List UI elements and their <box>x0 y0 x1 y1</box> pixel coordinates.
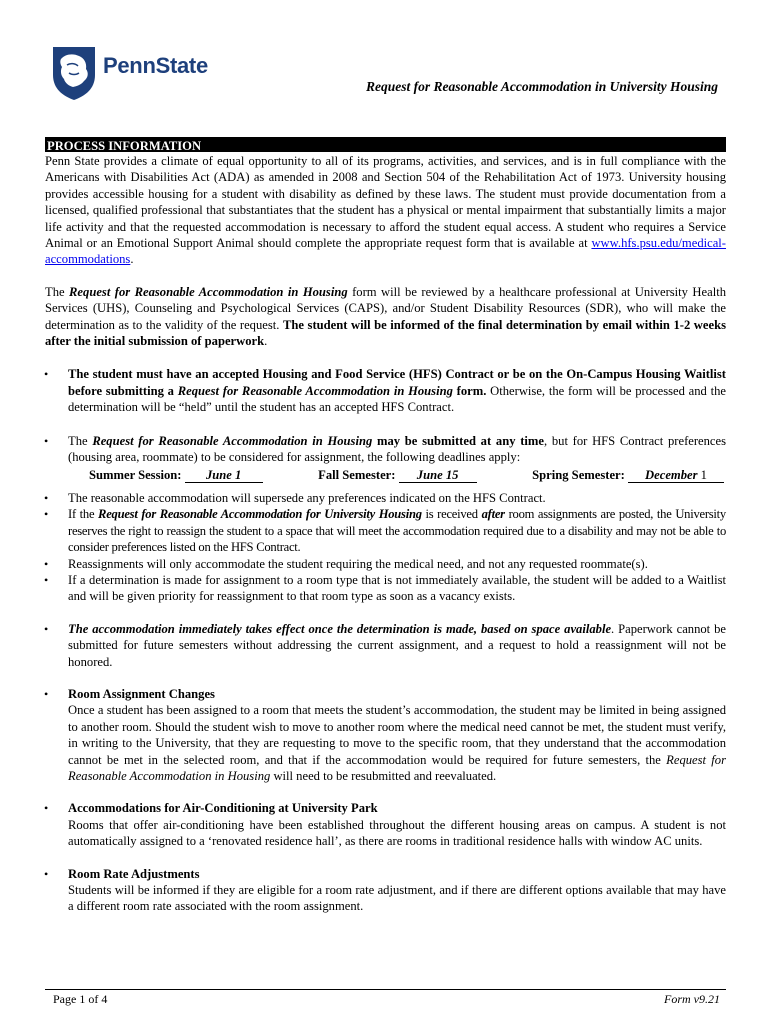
list-item: • Reassignments will only accommodate the student requiring the medical need, and not any requested roommate(s). <box>45 556 726 572</box>
room-assignment-heading: Room Assignment Changes <box>68 686 215 701</box>
room-assignment-bullet-list <box>45 686 726 784</box>
list-item: • Room Rate Adjustments Students will be informed if they are eligible for a room rate adjustment, and if there are different options available that may have a different room rate associated with the room assignment. <box>45 866 726 915</box>
document-body <box>45 153 726 915</box>
list-item: • If a determination is made for assignment to a room type that is not immediately available, the student will be added to a Waitlist and will be given priority for reassignment to that room type as soon as a vacancy exists. <box>45 572 726 605</box>
deadline-bullet-list <box>45 433 726 466</box>
document-title: Request for Reasonable Accommodation in University Housing <box>365 79 718 94</box>
page-number: Page 1 of 4 <box>53 992 108 1006</box>
footer-divider <box>45 989 726 990</box>
section-header-bar <box>45 137 726 152</box>
air-conditioning-heading: Accommodations for Air-Conditioning at University Park <box>68 801 378 816</box>
spring-deadline: Spring Semester: December 1 <box>532 467 724 483</box>
nittany-lion-shield-icon <box>51 45 97 101</box>
fall-deadline-value: June 15 <box>399 468 477 483</box>
room-rate-bullet-list <box>45 866 726 915</box>
list-item: • Accommodations for Air-Conditioning at University Park Rooms that offer air-conditioning have been established throughout the different housing areas on campus. A student is not automatically assigned to a ‘renovated residence hall’, as there are rooms in traditional residence halls with window AC units. <box>45 800 726 849</box>
reassignment-bullet-list <box>45 490 726 605</box>
medical-accommodations-link[interactable]: www.hfs.psu.edu/medical-accommodations <box>45 236 726 267</box>
intro-paragraph-2: The Request for Reasonable Accommodation in Housing form will be reviewed by a healthcare professional at University Health Services (UHS), Counseling and Psychological Services (CAPS), and/or Student Disability Resources (SDR), who will make the determination as to the validity of the request. The student will be informed of the final determination by email within 1-2 weeks after the initial submission of paperwork. <box>45 284 726 349</box>
list-item: • The Request for Reasonable Accommodation in Housing may be submitted at any time, but for HFS Contract preferences (housing area, roommate) to be considered for assignment, the following deadlines apply: <box>45 433 726 466</box>
pennstate-logo <box>51 45 221 103</box>
list-item: • The student must have an accepted Housing and Food Service (HFS) Contract or be on the On-Campus Housing Waitlist before submitting a Request for Reasonable Accommodation in Housing form. Otherwise, the form will be processed and the determination will be “held” until the student has an accepted HFS Contract. <box>45 366 726 415</box>
fall-deadline: Fall Semester: June 15 <box>318 467 476 483</box>
intro-paragraph-1: Penn State provides a climate of equal opportunity to all of its programs, activities, and services, and is in full compliance with the Americans with Disabilities Act (ADA) as amended in 2008 and Section 504 of the Rehabilitation Act of 1973. University housing provides accessible housing for a student with disability as defined by these laws. The student must provide documentation from a licensed, qualified professional that substantiates that the student has a physical or mental impairment that substantially limits a major life activity and that the requested accommodation is necessary to afford the student equal access. A student who requires a Service Animal or an Emotional Support Animal should complete the appropriate request form that is available at www.hfs.psu.edu/medical-accommodations. <box>45 154 726 267</box>
process-bullet-list <box>45 366 726 415</box>
summer-deadline: Summer Session: June 1 <box>89 467 263 483</box>
form-version: Form v9.21 <box>664 992 720 1006</box>
section-title: PROCESS INFORMATION <box>47 139 202 153</box>
summer-deadline-value: June 1 <box>185 468 263 483</box>
spring-deadline-value: December 1 <box>628 468 724 483</box>
logo-wordmark: PennState <box>103 53 208 78</box>
space-available-bullet-list <box>45 621 726 670</box>
list-item: • The reasonable accommodation will supersede any preferences indicated on the HFS Contract. <box>45 490 726 506</box>
list-item: • Room Assignment Changes Once a student has been assigned to a room that meets the student’s accommodation, the student may be limited in being assigned to another room. Should the student wish to move to another room where the medical need cannot be met, the student must verify, in writing to the University, that they are requesting to move to the specific room, that they understand that the accommodation cannot be met in the selected room, and that if the accommodation would be required for future semesters, the Request for Reasonable Accommodation in Housing will need to be resubmitted and reevaluated. <box>45 686 726 784</box>
room-rate-heading: Room Rate Adjustments <box>68 866 200 881</box>
deadlines-row <box>45 467 726 483</box>
air-conditioning-bullet-list <box>45 800 726 849</box>
list-item: • The accommodation immediately takes effect once the determination is made, based on space available. Paperwork cannot be submitted for future semesters without addressing the current assignment, and a request to hold a reassignment will not be honored. <box>45 621 726 670</box>
list-item: • If the Request for Reasonable Accommodation for University Housing is received after room assignments are posted, the University reserves the right to reassign the student to a space that will meet the accommodation required due to a disability and may not be able to consider preferences listed on the HFS Contract. <box>45 506 726 555</box>
